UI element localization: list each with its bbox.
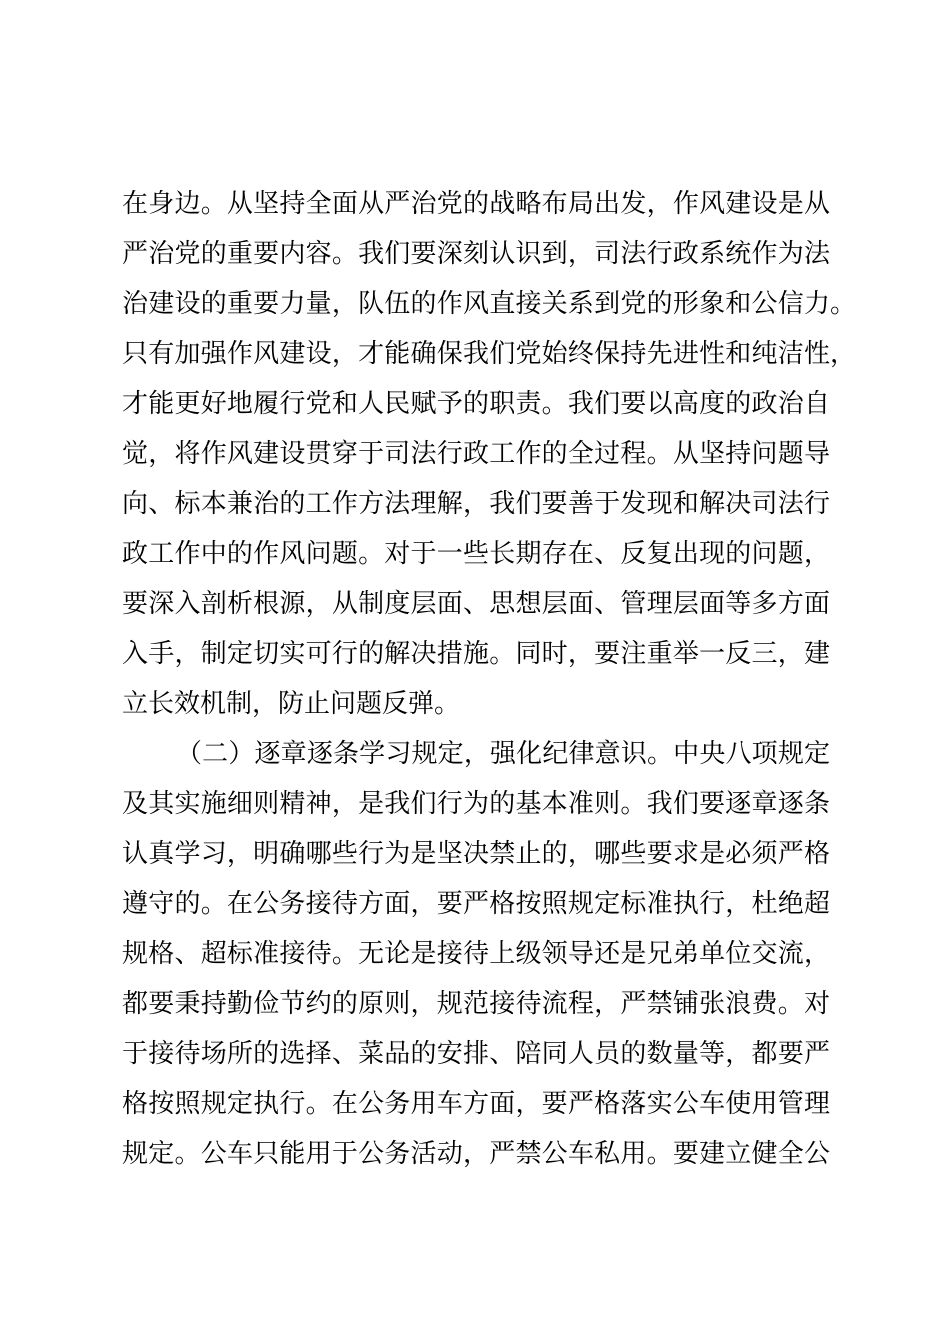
text-line: 格按照规定执行。在公务用车方面，要严格落实公车使用管理 bbox=[122, 1088, 830, 1118]
paragraph bbox=[122, 178, 857, 728]
text-line: 只有加强作风建设，才能确保我们党始终保持先进性和纯洁性 ， bbox=[122, 328, 830, 378]
paragraph bbox=[122, 728, 830, 1178]
text-line: 要深入剖析根源，从制度层面、思想层面、管理层面等多方面 bbox=[122, 588, 830, 618]
text-line: 治建设的重要力量，队伍的作风直接关系到党的形象和公信力 。 bbox=[122, 278, 830, 328]
hanging-punctuation: ， bbox=[830, 338, 857, 368]
text-line: 政工作中的作风问题。对于一些长期存在、反复出现的问题， bbox=[122, 538, 830, 568]
text-line: 立长效机制，防止问题反弹。 bbox=[122, 688, 461, 718]
text-line: 规格、超标准接待。无论是接待上级领导还是兄弟单位交流， bbox=[122, 938, 830, 968]
text-line: 觉，将作风建设贯穿于司法行政工作的全过程。从坚持问题导 bbox=[122, 438, 830, 468]
text-line: 于接待场所的选择、菜品的安排、陪同人员的数量等，都要严 bbox=[122, 1038, 830, 1068]
text-line: 在身边。从坚持全面从严治党的战略布局出发，作风建设是从 bbox=[122, 188, 830, 218]
text-line: （二）逐章逐条学习规定，强化纪律意识。中央八项规定 bbox=[176, 738, 830, 768]
text-line: 及其实施细则精神，是我们行为的基本准则。我们要逐章逐条 bbox=[122, 788, 830, 818]
text-line: 认真学习，明确哪些行为是坚决禁止的，哪些要求是必须严格 bbox=[122, 838, 830, 868]
text-line: 都要秉持勤俭节约的原则，规范接待流程，严禁铺张浪费。对 bbox=[122, 988, 830, 1018]
text-line: 严治党的重要内容。我们要深刻认识到，司法行政系统作为法 bbox=[122, 238, 830, 268]
text-line: 规定。公车只能用于公务活动，严禁公车私用。要建立健全公 bbox=[122, 1138, 830, 1168]
text-line: 遵守的。在公务接待方面，要严格按照规定标准执行，杜绝超 bbox=[122, 888, 830, 918]
text-line: 向、标本兼治的工作方法理解，我们要善于发现和解决司法行 bbox=[122, 488, 830, 518]
text-line: 入手，制定切实可行的解决措施。同时，要注重举一反三，建 bbox=[122, 638, 830, 668]
hanging-punctuation: 。 bbox=[830, 288, 857, 318]
text-line: 才能更好地履行党和人民赋予的职责。我们要以高度的政治自 bbox=[122, 388, 830, 418]
document-body bbox=[122, 178, 857, 1178]
